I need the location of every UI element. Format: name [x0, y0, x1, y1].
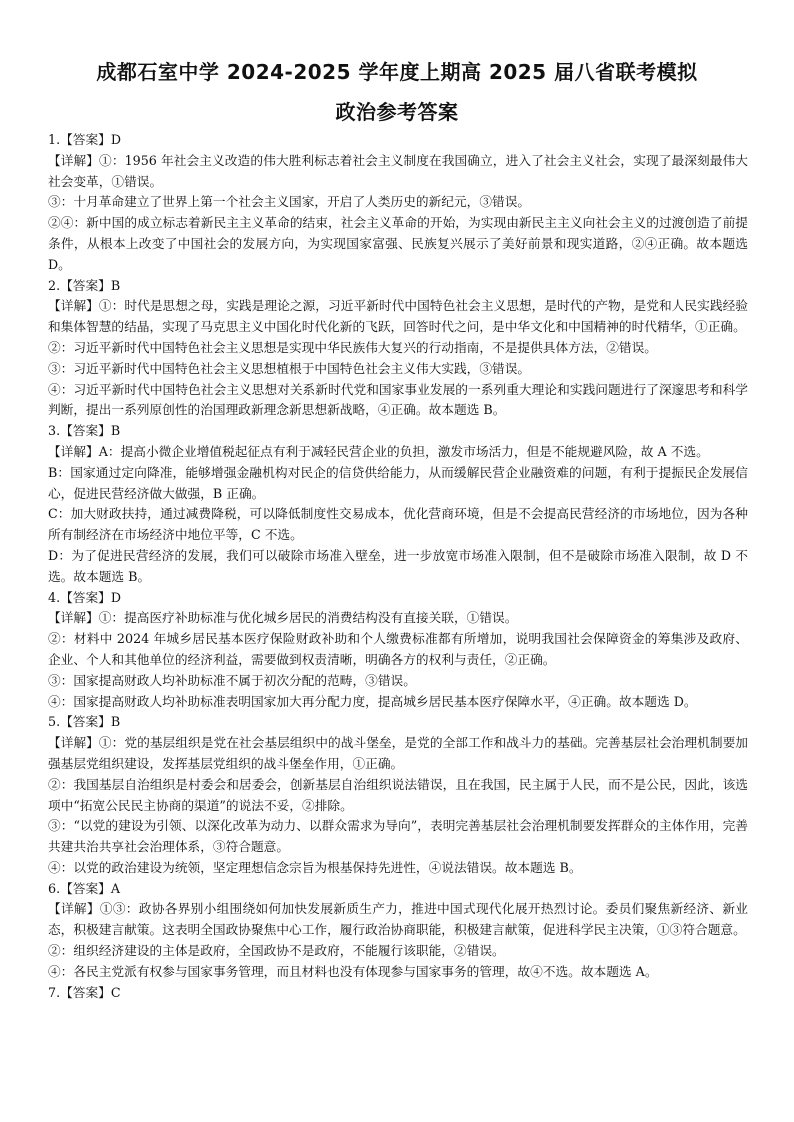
answer-header: 4.【答案】D	[48, 589, 122, 605]
explanation-paragraph: ④：国家提高财政人均补助标准表明国家加大再分配力度，提高城乡居民基本医疗保障水平，④正确。故本题选 D。	[48, 693, 697, 709]
explanation-paragraph: 【详解】①：党的基层组织是党在社会基层组织中的战斗堡垒，是党的全部工作和战斗力的基础。完善基层社会治理机制要加强基层党组织建设，发挥基层党组织的战斗堡垒作用，①正确。	[48, 735, 748, 771]
explanation-paragraph: ②：我国基层自治组织是村委会和居委会，创新基层自治组织说法错误，且在我国，民主属于人民，而不是公民，因此，该选项中“拓宽公民民主协商的渠道”的说法不妥，②排除。	[48, 776, 748, 813]
explanation-paragraph: ②：组织经济建设的主体是政府，全国政协不是政府，不能履行该职能，②错误。	[48, 943, 505, 959]
answer-header: 3.【答案】B	[48, 423, 121, 439]
explanation-paragraph: 【详解】A：提高小微企业增值税起征点有利于减轻民营企业的负担，激发市场活力，但是不能规避风险，故 A 不选。	[48, 443, 709, 459]
document-title: 成都石室中学 2024-2025 学年度上期高 2025 届八省联考模拟	[96, 60, 698, 84]
explanation-paragraph: 【详解】①：时代是思想之母，实践是理论之源，习近平新时代中国特色社会主义思想，是时代的产物，是党和人民实践经验和集体智慧的结晶，实现了马克思主义中国化时代化新的飞跃，回答时代之问，是中华文化和中国精神的时代精华，①正确。	[48, 298, 748, 335]
answer-header: 5.【答案】B	[48, 714, 121, 730]
answer-header: 2.【答案】B	[48, 277, 121, 293]
explanation-paragraph: ③：习近平新时代中国特色社会主义思想植根于中国特色社会主义伟大实践，③错误。	[48, 360, 531, 376]
explanation-paragraph: C：加大财政扶持，通过减费降税，可以降低制度性交易成本，优化营商环境，但是不会提高民营经济的市场地位，因为各种所有制经济在市场经济中地位平等，C 不选。	[48, 506, 748, 543]
answer-header: 6.【答案】A	[48, 880, 121, 896]
explanation-paragraph: D：为了促进民营经济的发展，我们可以破除市场准入壁垒，进一步放宽市场准入限制，但不是破除市场准入限制，故 D 不选。故本题选 B。	[48, 547, 748, 584]
explanation-paragraph: B：国家通过定向降准，能够增强金融机构对民企的信贷供给能力，从而缓解民营企业融资难的问题，有利于提振民企发展信心，促进民营经济做大做强，B 正确。	[48, 464, 748, 501]
document-subtitle: 政治参考答案	[335, 100, 459, 124]
explanation-paragraph: ④：以党的政治建设为统领，坚定理想信念宗旨为根基保持先进性，④说法错误。故本题选 B。	[48, 859, 582, 875]
answer-header: 7.【答案】C	[48, 984, 121, 1000]
explanation-paragraph: ③：国家提高财政人均补助标准不属于初次分配的范畴，③错误。	[48, 672, 416, 688]
explanation-paragraph: ②：材料中 2024 年城乡居民基本医疗保险财政补助和个人缴费标准都有所增加，说明我国社会保障资金的筹集涉及政府、企业、个人和其他单位的经济利益，需要做到权责清晰，明确各方的权利与责任，②正确。	[48, 631, 748, 667]
explanation-paragraph: ③：“以党的建设为引领、以深化改革为动力、以群众需求为导向”，表明完善基层社会治理机制要发挥群众的主体作用，完善共建共治共享社会治理体系，③符合题意。	[48, 818, 748, 855]
answer-header: 1.【答案】D	[48, 132, 122, 147]
answer-content	[48, 130, 748, 1003]
explanation-paragraph: ④：各民主党派有权参与国家事务管理，而且材料也没有体现参与国家事务的管理，故④不选。故本题选 A。	[48, 963, 658, 979]
explanation-paragraph: 【详解】①：提高医疗补助标准与优化城乡居民的消费结构没有直接关联，①错误。	[48, 610, 518, 626]
explanation-paragraph: ②④：新中国的成立标志着新民主主义革命的结束，社会主义革命的开始，为实现由新民主主义向社会主义的过渡创造了前提条件，从根本上改变了中国社会的发展方向，为实现国家富强、民族复兴展示了美好前景和现实道路，②④正确。故本题选 D。	[48, 215, 748, 272]
explanation-paragraph: ②：习近平新时代中国特色社会主义思想是实现中华民族伟大复兴的行动指南，不是提供具体方法，②错误。	[48, 339, 657, 355]
explanation-paragraph: ④：习近平新时代中国特色社会主义思想对关系新时代党和国家事业发展的一系列重大理论和实践问题进行了深邃思考和科学判断，提出一系列原创性的治国理政新理念新思想新战略，④正确。故本题选 B。	[48, 381, 748, 418]
explanation-paragraph: ③：十月革命建立了世界上第一个社会主义国家，开启了人类历史的新纪元，③错误。	[48, 194, 531, 210]
explanation-paragraph: 【详解】①③：政协各界别小组围绕如何加快发展新质生产力，推进中国式现代化展开热烈讨论。委员们聚焦新经济、新业态，积极建言献策。这表明全国政协聚焦中心工作，履行政治协商职能，积极建言献策，促进科学民主决策，①③符合题意。	[48, 901, 748, 938]
explanation-paragraph: 【详解】①：1956 年社会主义改造的伟大胜利标志着社会主义制度在我国确立，进入了社会主义社会，实现了最深刻最伟大社会变革，①错误。	[48, 152, 748, 189]
